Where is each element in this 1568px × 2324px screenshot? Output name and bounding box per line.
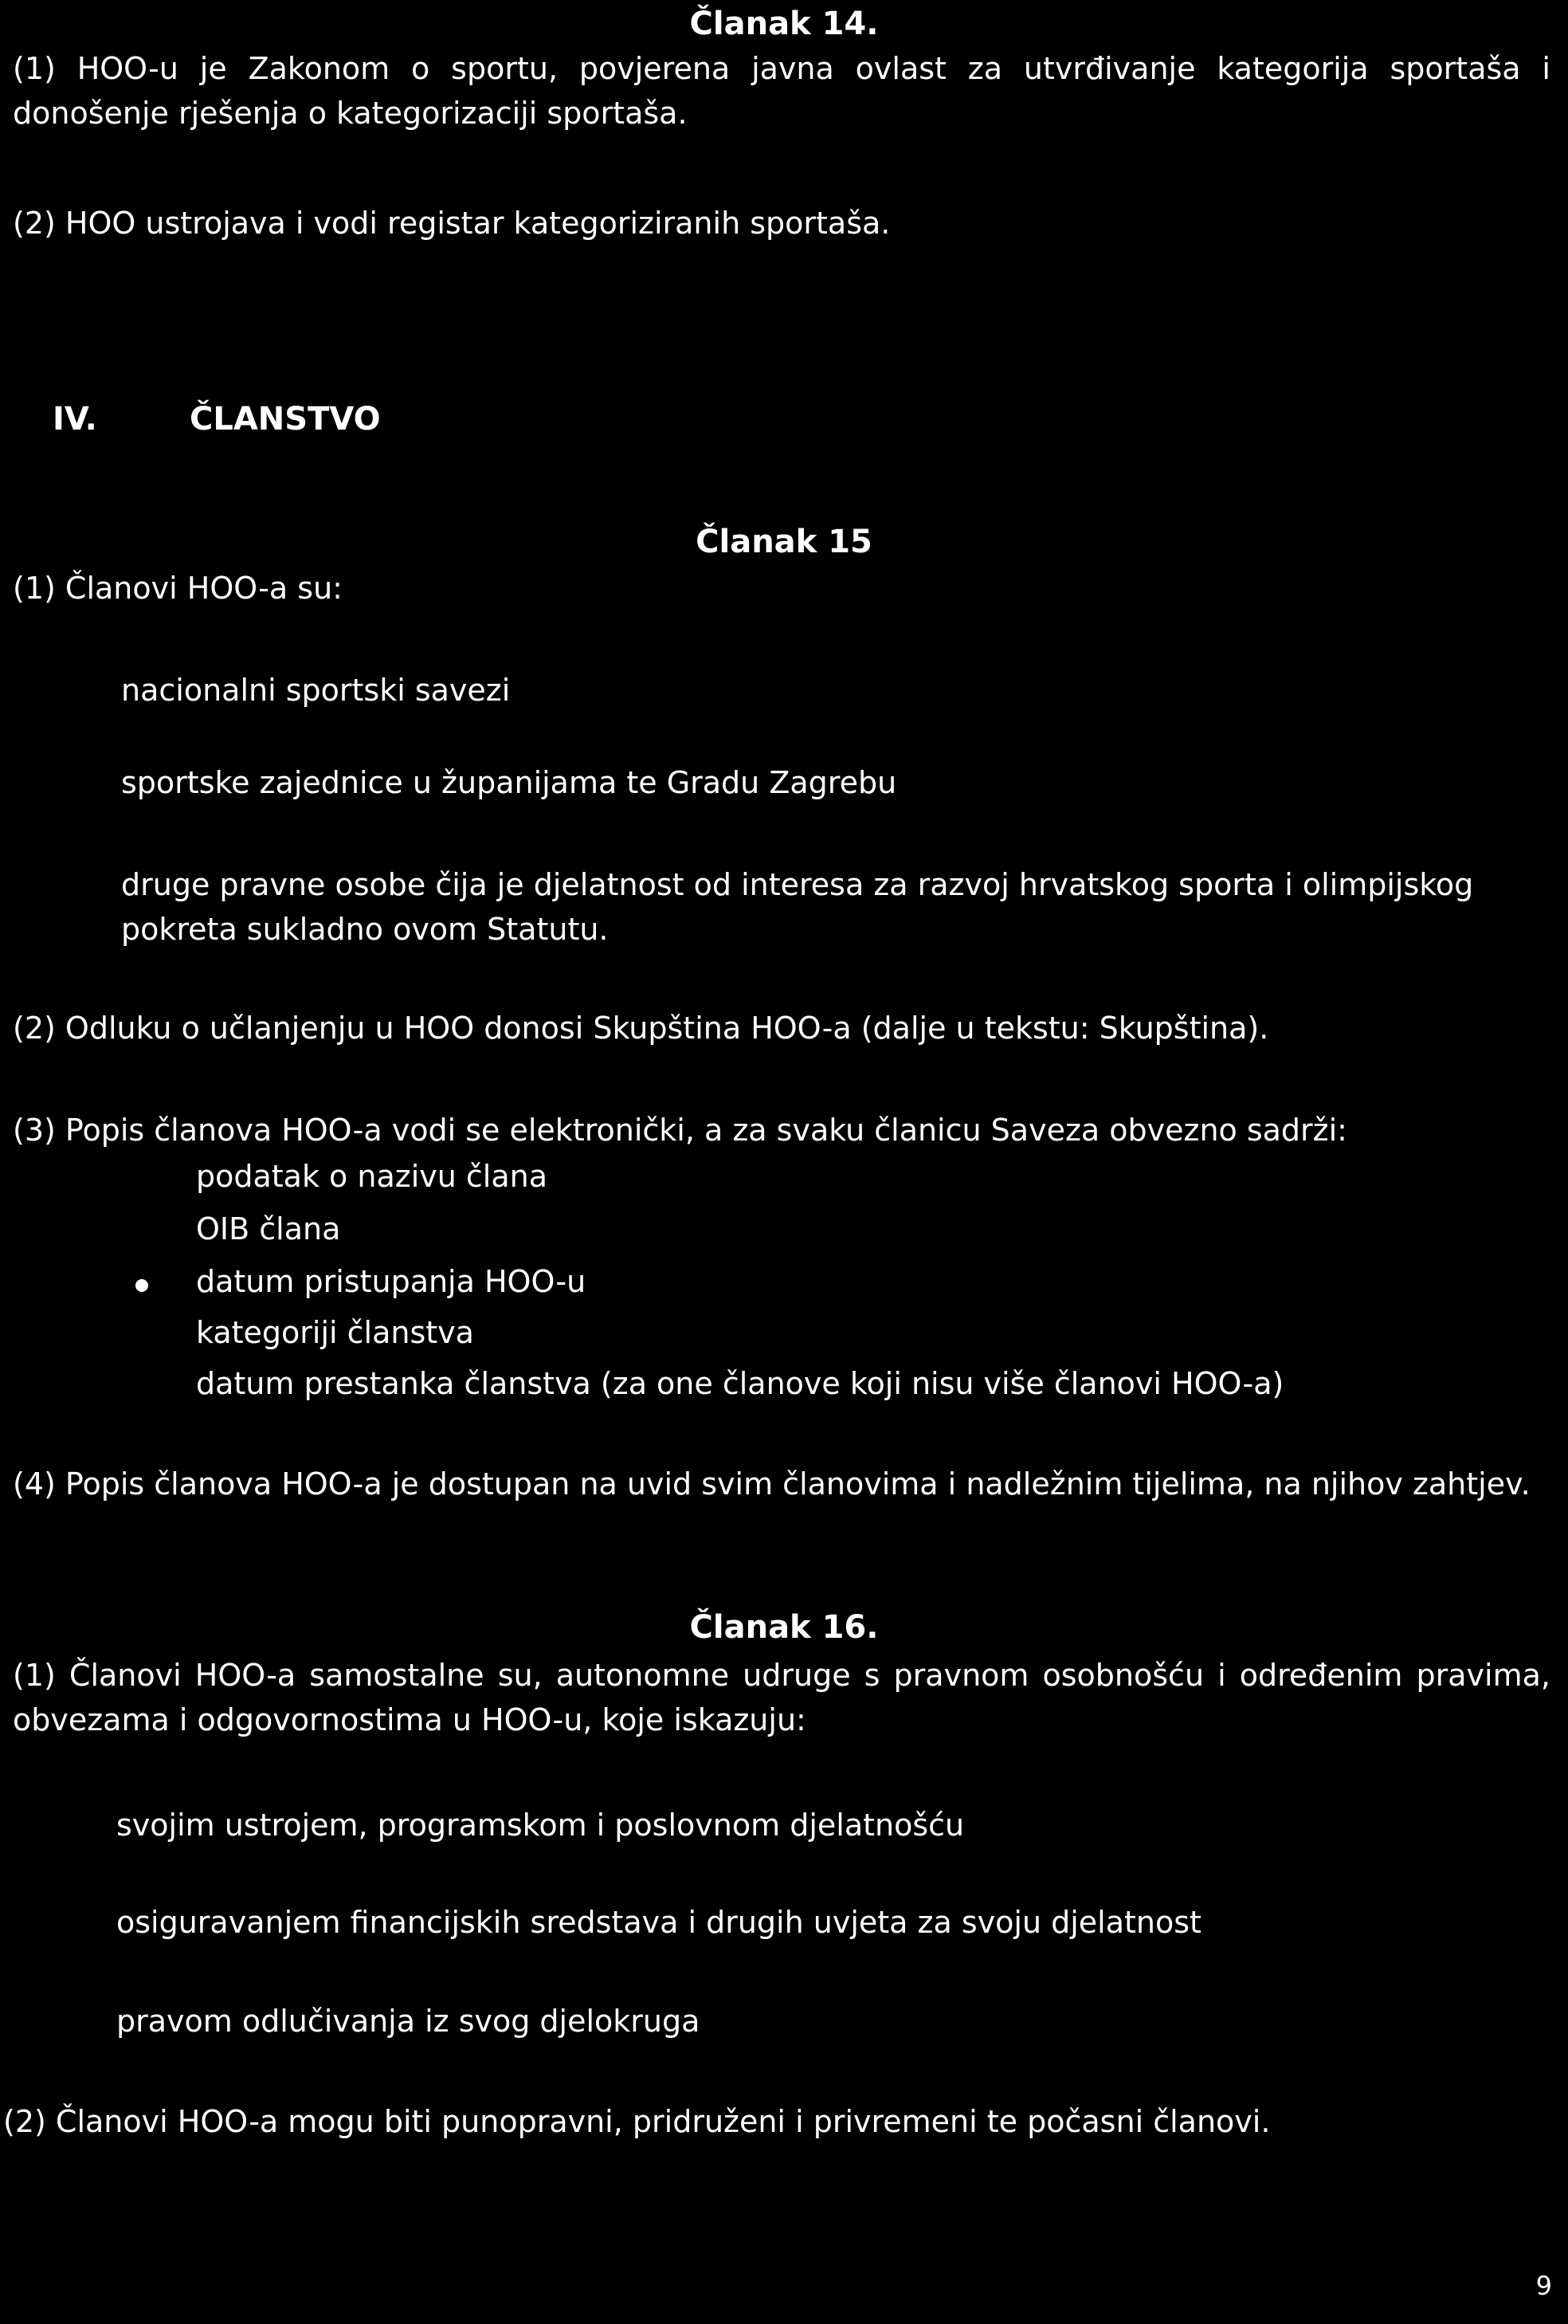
article-15-paragraph-2: (2) Odluku o učlanjenju u HOO donosi Skupština HOO-a (dalje u tekstu: Skupština).	[13, 1011, 1269, 1046]
register-item: datum prestanka članstva (za one članove koji nisu više članovi HOO-a)	[196, 1366, 1284, 1401]
article-16-title: Članak 16.	[689, 1609, 879, 1646]
article-16-item: pravom odlučivanja iz svog djelokruga	[116, 2004, 700, 2039]
register-item: OIB člana	[196, 1211, 341, 1246]
article-15-title: Članak 15	[696, 524, 872, 560]
article-15-paragraph-3: (3) Popis članova HOO-a vodi se elektronički, a za svaku članicu Saveza obvezno sadrži:	[13, 1113, 1347, 1148]
article-14-title: Članak 14.	[689, 6, 879, 42]
register-item: datum pristupanja HOO-u	[196, 1264, 586, 1299]
register-item: podatak o nazivu člana	[196, 1159, 548, 1194]
article-15-member-item: nacionalni sportski savezi	[121, 673, 511, 708]
article-16-item: osiguravanjem financijskih sredstava i drugih uvjeta za svoju djelatnost	[116, 1905, 1201, 1940]
article-15-paragraph-1: (1) Članovi HOO-a su:	[13, 571, 343, 606]
article-16-paragraph-1: (1) Članovi HOO-a samostalne su, autonomne udruge s pravnom osobnošću i određenim pravima, obvezama i odgovornostima u HOO-u, koje iskazuju:	[13, 1658, 1550, 1737]
article-14-paragraph-2: (2) HOO ustrojava i vodi registar kategoriziranih sportaša.	[13, 206, 891, 241]
article-14-paragraph-1: (1) HOO-u je Zakonom o sportu, povjerena javna ovlast za utvrđivanje kategorija sportaša i donošenje rješenja o kategorizaciji sportaša.	[13, 51, 1550, 131]
article-15-member-item: druge pravne osobe čija je djelatnost od interesa za razvoj hrvatskog sporta i olimpijskog pokreta sukladno ovom Statutu.	[121, 867, 1474, 947]
article-15-paragraph-4: (4) Popis članova HOO-a je dostupan na uvid svim članovima i nadležnim tijelima, na njihov zahtjev.	[13, 1466, 1531, 1502]
register-item: kategoriji članstva	[196, 1315, 474, 1350]
article-16-item: svojim ustrojem, programskom i poslovnom djelatnošću	[116, 1808, 965, 1843]
page-number: 9	[1535, 2271, 1552, 2301]
section-number: IV.	[53, 401, 97, 438]
article-16-paragraph-2: (2) Članovi HOO-a mogu biti punopravni, pridruženi i privremeni te počasni članovi.	[3, 2104, 1271, 2139]
article-15-member-item: sportske zajednice u županijama te Gradu Zagrebu	[121, 765, 897, 800]
bullet-icon	[135, 1279, 148, 1292]
section-title: ČLANSTVO	[190, 401, 381, 438]
